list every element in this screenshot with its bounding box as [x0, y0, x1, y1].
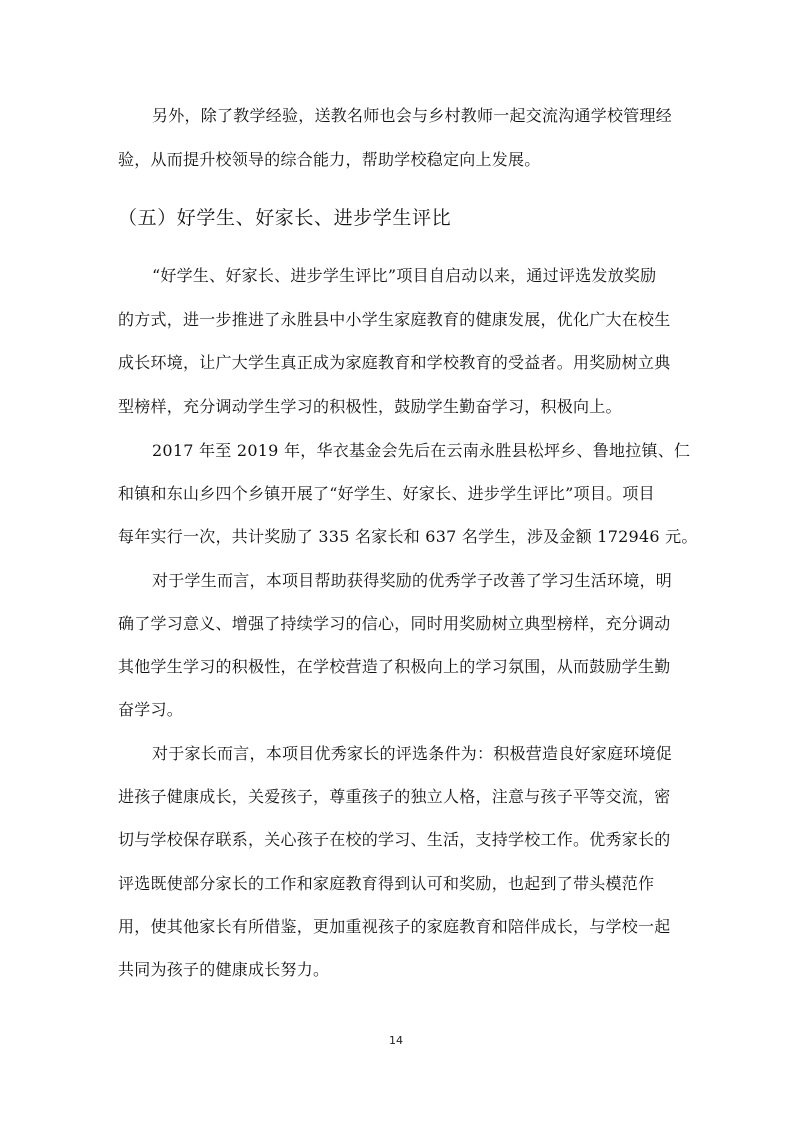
paragraph-line: 用，使其他家长有所借鉴，更加重视孩子的家庭教育和陪伴成长，与学校一起 [118, 917, 671, 936]
paragraph-line: 成长环境，让广大学生真正成为家庭教育和学校教育的受益者。用奖励树立典 [118, 353, 671, 372]
paragraph-line: 评选既使部分家长的工作和家庭教育得到认可和奖励，也起到了带头模范作 [118, 874, 655, 893]
paragraph-line: 的方式，进一步推进了永胜县中小学生家庭教育的健康发展，优化广大在校生 [118, 310, 671, 329]
paragraph-line: 共同为孩子的健康成长努力。 [118, 960, 330, 979]
paragraph-line: 2017 年至 2019 年，华衣基金会先后在云南永胜县松坪乡、鲁地拉镇、仁 [152, 441, 691, 460]
paragraph-line: “好学生、好家长、进步学生评比”项目自启动以来，通过评选发放奖励 [152, 266, 657, 285]
paragraph-line: 和镇和东山乡四个乡镇开展了“好学生、好家长、进步学生评比”项目。项目 [118, 484, 655, 503]
paragraph-line: 每年实行一次，共计奖励了 335 名家长和 637 名学生，涉及金额 172946 元。 [118, 527, 698, 546]
paragraph-line: 其他学生学习的积极性，在学校营造了积极向上的学习氛围，从而鼓励学生勤 [118, 657, 671, 676]
section-heading: （五）好学生、好家长、进步学生评比 [118, 207, 452, 229]
page-number: 14 [389, 1034, 403, 1047]
paragraph-line: 型榜样，充分调动学生学习的积极性，鼓励学生勤奋学习，积极向上。 [118, 397, 622, 416]
paragraph-line: 进孩子健康成长，关爱孩子，尊重孩子的独立人格，注意与孩子平等交流，密 [118, 787, 671, 806]
paragraph-line: 对于家长而言，本项目优秀家长的评选条件为：积极营造良好家庭环境促 [152, 744, 673, 763]
paragraph-line: 切与学校保存联系，关心孩子在校的学习、生活，支持学校工作。优秀家长的 [118, 830, 671, 849]
paragraph-line: 奋学习。 [118, 700, 184, 719]
paragraph-line: 对于学生而言，本项目帮助获得奖励的优秀学子改善了学习生活环境，明 [152, 571, 673, 590]
paragraph-line: 验，从而提升校领导的综合能力，帮助学校稳定向上发展。 [118, 150, 541, 169]
paragraph-line: 确了学习意义、增强了持续学习的信心，同时用奖励树立典型榜样，充分调动 [118, 614, 671, 633]
paragraph-line: 另外，除了教学经验，送教名师也会与乡村教师一起交流沟通学校管理经 [152, 106, 673, 125]
